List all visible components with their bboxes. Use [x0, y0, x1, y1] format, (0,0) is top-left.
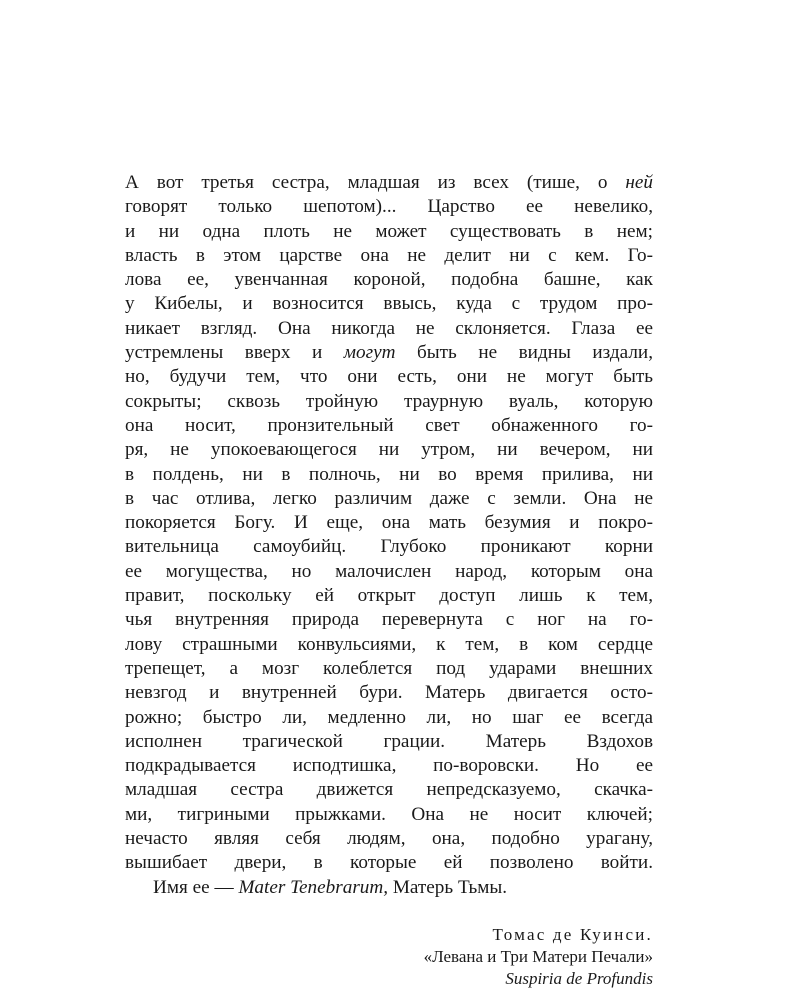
italic-text: Mater Tenebrarum, — [238, 876, 389, 898]
epigraph-line: никает взгляд. Она никогда не склоняется. Глаза ее — [125, 317, 653, 339]
attribution-source: Suspiria de Profundis — [505, 968, 653, 988]
epigraph-line: власть в этом царстве она не делит ни с кем. Го- — [125, 244, 653, 266]
epigraph-line: трепещет, а мозг колеблется под ударами внешних — [125, 657, 653, 679]
epigraph-line: говорят только шепотом)... Царство ее невелико, — [125, 196, 653, 218]
italic-text: ней — [625, 172, 653, 193]
attribution-author: Томас де Куинси. — [492, 924, 653, 944]
epigraph-line: невзгод и внутренней бури. Матерь двигается осто- — [125, 682, 653, 704]
epigraph-line: она носит, пронзительный свет обнаженного го- — [125, 414, 653, 436]
epigraph-line: и ни одна плоть не может существовать в нем; — [125, 220, 653, 242]
epigraph-line: ми, тигриными прыжками. Она не носит ключей; — [125, 803, 653, 825]
epigraph-line: устремлены вверх и могут быть не видны издали, — [125, 342, 653, 364]
epigraph-line: покоряется Богу. И еще, она мать безумия и покро- — [125, 512, 653, 534]
epigraph-line: сокрыты; сквозь тройную траурную вуаль, которую — [125, 390, 653, 412]
epigraph-text — [125, 171, 653, 876]
epigraph-name-line: Имя ее — Mater Tenebrarum, Матерь Тьмы. — [153, 876, 508, 898]
epigraph-line: лова ее, увенчанная короной, подобна башне, как — [125, 269, 653, 291]
epigraph-line: у Кибелы, и возносится ввысь, куда с трудом про- — [125, 293, 653, 315]
epigraph-line: лову страшными конвульсиями, к тем, в ком сердце — [125, 633, 653, 655]
epigraph-block — [125, 171, 653, 990]
attribution — [125, 924, 653, 990]
epigraph-line: в полдень, ни в полночь, ни во время прилива, ни — [125, 463, 653, 485]
attribution-title: «Левана и Три Матери Печали» — [423, 946, 653, 966]
epigraph-line: но, будучи тем, что они есть, они не могут быть — [125, 366, 653, 388]
epigraph-line: младшая сестра движется непредсказуемо, скачка- — [125, 779, 653, 801]
epigraph-line: подкрадывается исподтишка, по-воровски. Но ее — [125, 755, 653, 777]
epigraph-line: в час отлива, легко различим даже с земли. Она не — [125, 487, 653, 509]
italic-text: могут — [343, 342, 396, 364]
epigraph-line: вышибает двери, в которые ей позволено войти. — [125, 852, 653, 874]
epigraph-line: ее могущества, но малочислен народ, которым она — [125, 560, 653, 582]
epigraph-line: нечасто являя себя людям, она, подобно урагану, — [125, 828, 653, 850]
epigraph-line: А вот третья сестра, младшая из всех (тише, о ней — [125, 172, 653, 193]
epigraph-line: исполнен трагической грации. Матерь Вздохов — [125, 730, 653, 752]
epigraph-line: ря, не упокоевающегося ни утром, ни вечером, ни — [125, 439, 653, 461]
epigraph-line: рожно; быстро ли, медленно ли, но шаг ее всегда — [125, 706, 653, 728]
epigraph-line: правит, поскольку ей открыт доступ лишь к тем, — [125, 585, 653, 607]
epigraph-line: вительница самоубийц. Глубоко проникают корни — [125, 536, 653, 558]
epigraph-line: чья внутренняя природа перевернута с ног на го- — [125, 609, 653, 631]
